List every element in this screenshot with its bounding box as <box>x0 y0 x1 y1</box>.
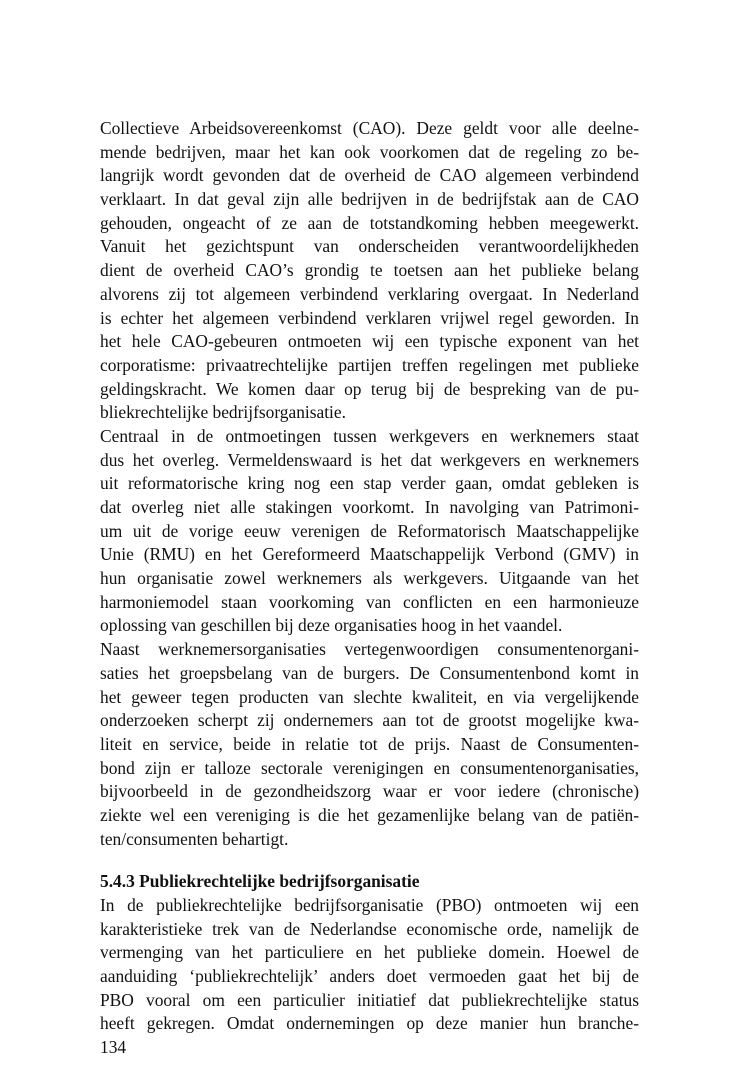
text-line: alvorens zij tot algemeen verbindend verklaring overgaat. In Nederland <box>100 283 639 304</box>
text-line: ziekte wel een vereniging is die het gezamenlijke belang van de patiën- <box>100 804 639 825</box>
text-line: harmoniemodel staan voorkoming van conflicten en een harmonieuze <box>100 591 639 612</box>
text-line: hun organisatie zowel werknemers als werkgevers. Uitgaande van het <box>100 568 639 589</box>
text-line: saties het groepsbelang van de burgers. De Consumentenbond komt in <box>100 662 639 683</box>
text-line: het geweer tegen producten van slechte kwaliteit, en via vergelijkende <box>100 686 639 707</box>
text-line: uit reformatorische kring nog een stap verder gaan, omdat gebleken is <box>100 473 639 494</box>
book-page <box>100 117 639 1060</box>
paragraph <box>100 638 639 851</box>
text-line: Collectieve Arbeidsovereenkomst (CAO). Deze geldt voor alle deelne- <box>100 118 639 138</box>
text-line: verklaart. In dat geval zijn alle bedrijven in de bedrijfstak aan de CAO <box>100 189 639 210</box>
text-line: Unie (RMU) en het Gereformeerd Maatschappelijk Verbond (GMV) in <box>100 544 639 565</box>
section-heading: 5.4.3 Publiekrechtelijke bedrijfsorganisatie <box>100 871 420 892</box>
text-line: is echter het algemeen verbindend verklaren vrijwel regel geworden. In <box>100 307 639 328</box>
text-line: karakteristieke trek van de Nederlandse economische orde, namelijk de <box>100 918 639 939</box>
text-line: dus het overleg. Vermeldenswaard is het dat werkgevers en werknemers <box>100 449 639 470</box>
text-line: bijvoorbeeld in de gezondheidszorg waar er voor iedere (chronische) <box>100 781 639 802</box>
text-line: dient de overheid CAO’s grondig te toetsen aan het publieke belang <box>100 260 639 281</box>
text-line: mende bedrijven, maar het kan ook voorkomen dat de regeling zo be- <box>100 141 639 162</box>
text-line: liteit en service, beide in relatie tot de prijs. Naast de Consumenten- <box>100 733 639 754</box>
text-line: In de publiekrechtelijke bedrijfsorganisatie (PBO) ontmoeten wij een <box>100 895 639 915</box>
text-line: langrijk wordt gevonden dat de overheid de CAO algemeen verbindend <box>100 165 639 186</box>
text-line: bond zijn er talloze sectorale verenigingen en consumentenorganisaties, <box>100 757 639 778</box>
page-number: 134 <box>100 1037 127 1058</box>
text-line: heeft gekregen. Omdat ondernemingen op deze manier hun branche- <box>100 1013 639 1034</box>
text-line: Naast werknemersorganisaties vertegenwoordigen consumentenorgani- <box>100 639 639 660</box>
text-line: Centraal in de ontmoetingen tussen werkgevers en werknemers staat <box>100 425 639 446</box>
text-line: Vanuit het gezichtspunt van onderscheiden verantwoordelijkheden <box>100 236 639 257</box>
text-line: corporatisme: privaatrechtelijke partijen treffen regelingen met publieke <box>100 354 639 375</box>
text-line: onderzoeken scherpt zij ondernemers aan tot de grootst mogelijke kwa- <box>100 710 639 731</box>
text-line: dat overleg niet alle stakingen voorkomt. In navolging van Patrimoni- <box>100 497 639 517</box>
text-line: geldingskracht. We komen daar op terug bij de bespreking van de pu- <box>100 378 639 399</box>
text-line: um uit de vorige eeuw verenigen de Reformatorisch Maatschappelijke <box>100 520 639 541</box>
text-line: het hele CAO-gebeuren ontmoeten wij een typische exponent van het <box>100 331 639 352</box>
text-line: PBO vooral om een particulier initiatief dat publiekrechtelijke status <box>100 989 639 1010</box>
paragraph <box>100 117 639 425</box>
text-line: vermenging van het particuliere en het publieke domein. Hoewel de <box>100 942 639 963</box>
text-line: ten/consumenten behartigt. <box>100 828 289 849</box>
text-line: gehouden, ongeacht of ze aan de totstandkoming hebben meegewerkt. <box>100 212 639 233</box>
paragraph <box>100 425 639 638</box>
section-gap <box>100 851 639 870</box>
text-line: aanduiding ‘publiekrechtelijk’ anders doet vermoeden gaat het bij de <box>100 966 639 987</box>
text-line: bliekrechtelijke bedrijfsorganisatie. <box>100 402 346 423</box>
paragraph <box>100 894 639 1036</box>
text-line: oplossing van geschillen bij deze organisaties hoog in het vaandel. <box>100 615 563 636</box>
